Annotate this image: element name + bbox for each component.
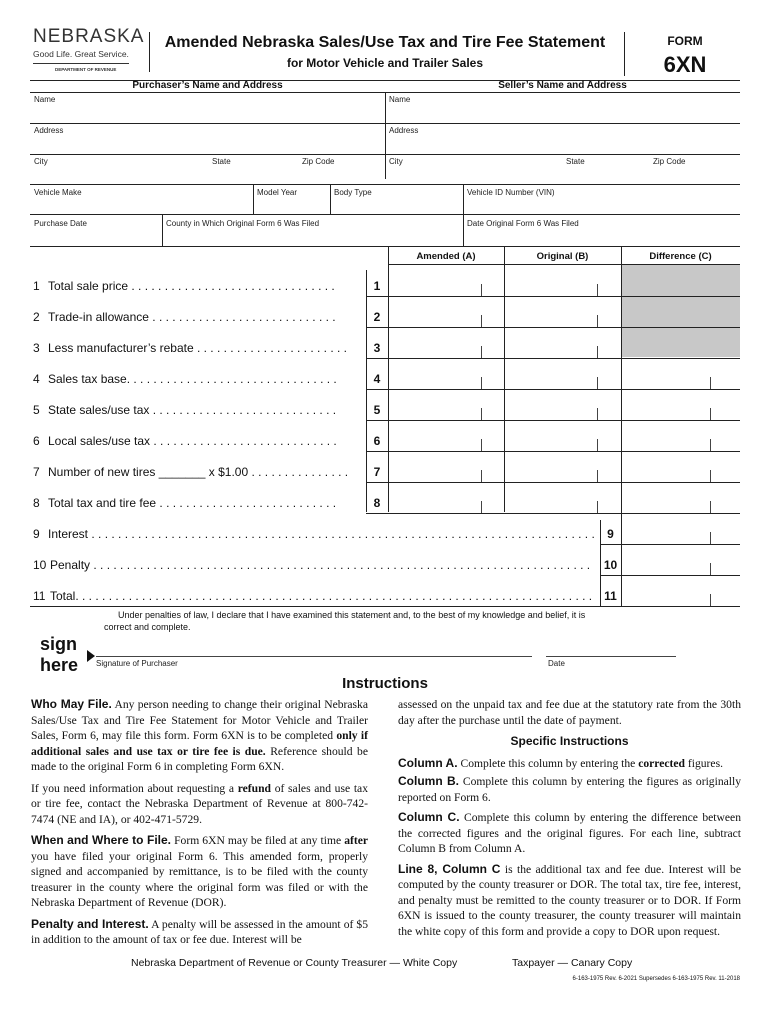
seller-city-field[interactable] [389,167,559,181]
column-a-header: Amended (A) [416,251,476,262]
difference-shaded-cells [622,265,740,357]
column-c-instruction [398,810,741,857]
instructions-left-column [31,697,368,948]
line-number: 11 [33,589,46,603]
purchaser-city-label: City [34,157,48,166]
declaration-line-2: correct and complete. [104,622,191,632]
seller-state-label: State [566,157,585,166]
cents-separator [710,470,711,482]
refund-text-2: of sales and use tax or tire fee, contact the Nebraska Department of Revenue at 800-742-7474 (NE and IA), or 402-471-5729. [31,781,368,826]
line-2-column-b-field[interactable] [506,311,618,325]
specific-instructions-heading: Specific Instructions [510,734,629,748]
refund-text-1: If you need information about requesting a [31,781,238,795]
line-8-box: 8 [373,496,381,510]
vin-label: Vehicle ID Number (VIN) [467,188,555,197]
who-text-1: Any person needing to change their original Nebraska Sales/Use Tax and Tire Fee Statement for Motor Vehicle and Trailer Sales, Form 6, may file this form. Form 6XN is to be completed [31,698,368,742]
line-number: 4 [33,372,40,386]
logo-department: DEPARTMENT OF REVENUE [55,67,117,72]
line-2-box: 2 [373,310,381,324]
sign-arrow-icon [87,650,95,662]
cents-separator [710,501,711,513]
seller-address-field[interactable] [389,137,734,151]
column-c-header: Difference (C) [649,251,712,262]
cents-separator [481,315,482,327]
line-8-label [33,496,361,510]
line-11-column-c-field[interactable] [623,590,739,604]
when-bold: after [344,834,368,847]
form-number: 6XN [663,52,707,77]
cents-separator [481,439,482,451]
signature-field[interactable] [96,641,530,655]
declaration-text [104,609,744,633]
line-5-label [33,403,361,417]
line-description: Less manufacturer’s rebate . . . . . . . . . . . . . . . . . . . . . . . [48,341,347,355]
line-8-column-b-field[interactable] [506,497,618,511]
who-text-2: Reference should be made to the original Form 6 in completing Form 6XN. [31,744,368,773]
line-7-box: 7 [373,465,381,479]
cents-separator [710,408,711,420]
penalty-text: A penalty will be assessed in the amount of $5 in addition to the amount of tax or fee due. Interest will be [31,917,369,946]
purchase-date-label: Purchase Date [34,219,87,228]
refund-bold: refund [237,781,272,795]
refund-paragraph [31,781,368,828]
purchaser-state-field[interactable] [212,167,297,181]
cents-separator [597,377,598,389]
line-4-column-a-field[interactable] [390,373,502,387]
purchaser-state-label: State [212,157,231,166]
cents-separator [597,346,598,358]
vin-field[interactable] [467,198,737,212]
who-may-file-paragraph [31,697,368,775]
line-number: 1 [33,279,40,293]
line-2-column-a-field[interactable] [390,311,502,325]
line-9-box: 9 [607,527,614,541]
seller-city-label: City [389,157,403,166]
line-7-column-a-field[interactable] [390,466,502,480]
cents-separator [710,563,711,575]
line-10-box: 10 [603,558,618,572]
purchaser-heading: Purchaser’s Name and Address [132,80,283,91]
when-where-paragraph [31,833,368,911]
line-number: 5 [33,403,40,417]
cents-separator [597,315,598,327]
who-text-bold: only if additional sales and use tax or tire fee is due. [31,729,368,758]
seller-state-field[interactable] [566,167,646,181]
purchaser-name-field[interactable] [34,106,379,120]
line-description: Interest . . . . . . . . . . . . . . . . . . . . . . . . . . . . . . . . . . . . . . . . . . . . . . . . . . . . . . . . . . . . . . . . . . . . . . . . . . . . [48,527,595,541]
seller-name-label: Name [389,95,411,104]
column-b-instruction [398,774,741,805]
line-8-instruction-heading: Line 8, Column C [398,861,501,876]
line-6-box: 6 [373,434,381,448]
line-4-column-c-field[interactable] [623,373,739,387]
seller-name-field[interactable] [389,106,734,120]
line-4-box: 4 [373,372,381,386]
here-word: here [40,655,79,675]
form-subtitle: for Motor Vehicle and Trailer Sales [286,56,484,70]
column-a-bold: corrected [638,756,685,770]
purchaser-zip-label: Zip Code [302,157,335,166]
column-a-text-2: figures. [684,756,723,770]
line-3-column-a-field[interactable] [390,342,502,356]
purchaser-address-field[interactable] [34,137,379,151]
cents-separator [597,439,598,451]
line-6-column-a-field[interactable] [390,435,502,449]
line-1-box: 1 [373,279,381,293]
purchaser-address-label: Address [34,126,64,135]
county-label: County in Which Original Form 6 Was Filed [166,219,320,228]
line-8-instruction [398,862,741,940]
purchaser-city-field[interactable] [34,167,204,181]
purchaser-name-label: Name [34,95,56,104]
department-logo [33,27,148,75]
line-3-column-b-field[interactable] [506,342,618,356]
line-number: 10 [33,558,47,572]
line-number: 8 [33,496,40,510]
date-field[interactable] [546,641,674,655]
line-description: Total tax and tire fee . . . . . . . . . . . . . . . . . . . . . . . . . . . [48,496,337,510]
when-text-2: you have filed your original Form 6. This amended form, properly signed and accompanied by remittance, is to be filed with the county treasurer in the county where the original form was filed or with the Nebraska Department of Revenue (DOR). [31,849,368,909]
logo-tagline: Good Life. Great Service. [33,49,129,59]
line-8-column-c-field[interactable] [623,497,739,511]
line-5-box: 5 [373,403,381,417]
column-a-instruction [398,756,741,772]
when-where-heading: When and Where to File. [31,833,172,847]
seller-address-label: Address [389,126,419,135]
seller-zip-field[interactable] [653,167,735,181]
line-10-label [33,558,595,572]
line-9-label [33,527,595,541]
signature-label: Signature of Purchaser [96,659,178,668]
line-description: Sales tax base. . . . . . . . . . . . . . . . . . . . . . . . . . . . . . . . [48,372,337,386]
cents-separator [710,594,711,606]
column-b-instruction-heading: Column B. [398,774,459,788]
cents-separator [710,532,711,544]
vehicle-make-label: Vehicle Make [34,188,82,197]
date-label: Date [548,659,565,668]
who-may-file-heading: Who May File. [31,697,112,711]
line-9-column-c-field[interactable] [623,528,739,542]
line-5-column-b-field[interactable] [506,404,618,418]
cents-separator [710,439,711,451]
line-1-column-b-field[interactable] [506,280,618,294]
line-6-label [33,434,361,448]
date-original-label: Date Original Form 6 Was Filed [467,219,579,228]
column-c-text: Complete this column by entering the difference between the corrected figures and the original figures. For each line, subtract Column B from Column A. [398,811,741,855]
model-year-field[interactable] [257,198,327,212]
county-field[interactable] [166,230,458,244]
cents-separator [710,377,711,389]
column-a-instruction-heading: Column A. [398,755,458,770]
line-number: 6 [33,434,40,448]
line-number: 3 [33,341,40,355]
line-7-column-b-field[interactable] [506,466,618,480]
line-number: 2 [33,310,40,324]
line-number: 9 [33,527,40,541]
line-description: Penalty . . . . . . . . . . . . . . . . . . . . . . . . . . . . . . . . . . . . . . . . . . . . . . . . . . . . . . . . . . . . . . . . . . . . . . . . . . . [50,558,591,572]
line-description: Trade-in allowance . . . . . . . . . . . . . . . . . . . . . . . . . . . . [48,310,336,324]
form-title: Amended Nebraska Sales/Use Tax and Tire Fee Statement [164,34,606,51]
body-type-label: Body Type [334,188,372,197]
when-text-1: Form 6XN may be filed at any time [171,834,345,847]
line-8-text: is the additional tax and fee due. Interest will be computed by the county treasurer or DOR. The total tax, tire fee, interest, and penalty must be remitted to the county treasurer or to DOR. If Form 6XN is issued to the county treasurer, the county treasurer will maintain the white copy of this form and provide a copy to DOR upon request. [398,862,741,938]
line-3-box: 3 [373,341,381,355]
purchase-date-field[interactable] [34,230,158,244]
line-1-label [33,279,361,293]
model-year-label: Model Year [257,188,298,197]
copy-distribution-right: Taxpayer — Canary Copy [512,957,633,969]
cents-separator [597,284,598,296]
line-6-column-c-field[interactable] [623,435,739,449]
logo-wordmark: NEBRASKA [33,26,145,47]
cents-separator [481,284,482,296]
line-6-column-b-field[interactable] [506,435,618,449]
column-b-header: Original (B) [536,251,589,262]
cents-separator [481,346,482,358]
cents-separator [597,408,598,420]
column-a-text-1: Complete this column by entering the [457,756,639,770]
line-5-column-c-field[interactable] [623,404,739,418]
seller-zip-label: Zip Code [653,157,686,166]
column-b-text: Complete this column by entering the figures as originally reported on Form 6. [398,775,741,804]
sign-word: sign [40,634,78,654]
line-8-column-a-field[interactable] [390,497,502,511]
line-4-label [33,372,361,386]
revision-note: 6-163-1975 Rev. 6-2021 Supersedes 6-163-1975 Rev. 11-2018 [572,976,740,982]
seller-heading: Seller’s Name and Address [498,80,627,91]
vehicle-make-field[interactable] [34,198,248,212]
line-5-column-a-field[interactable] [390,404,502,418]
copy-distribution-left: Nebraska Department of Revenue or County Treasurer — White Copy [131,957,458,969]
penalty-paragraph [31,917,368,948]
purchaser-zip-field[interactable] [302,167,380,181]
line-description: Local sales/use tax . . . . . . . . . . . . . . . . . . . . . . . . . . . . [48,434,337,448]
sign-here-label [40,634,78,676]
form-label: FORM [667,34,703,48]
line-11-label [33,589,595,603]
date-original-field[interactable] [467,230,737,244]
line-description: State sales/use tax . . . . . . . . . . . . . . . . . . . . . . . . . . . . [48,403,337,417]
line-10-column-c-field[interactable] [623,559,739,573]
cents-separator [481,470,482,482]
line-7-column-c-field[interactable] [623,466,739,480]
line-2-label [33,310,361,324]
cents-separator [481,408,482,420]
line-description: Number of new tires _______ x $1.00 . . . . . . . . . . . . . . . [48,465,349,479]
cents-separator [481,377,482,389]
penalty-heading: Penalty and Interest. [31,916,149,931]
declaration-line-1: Under penalties of law, I declare that I have examined this statement and, to the best of my knowledge and belief, it is [118,610,586,620]
line-description: Total sale price . . . . . . . . . . . . . . . . . . . . . . . . . . . . . . . [48,279,335,293]
line-number: 7 [33,465,40,479]
cents-separator [597,470,598,482]
line-description: Total. . . . . . . . . . . . . . . . . . . . . . . . . . . . . . . . . . . . . . . . . . . . . . . . . . . . . . . . . . . . . . . . . . . . . . . . . . . . . . [50,589,593,603]
interest-continuation: assessed on the unpaid tax and fee due at the statutory rate from the 30th day after the purchase until the date of payment. [398,698,741,727]
column-c-instruction-heading: Column C. [398,810,460,824]
line-3-label [33,341,361,355]
cents-separator [597,501,598,513]
line-4-column-b-field[interactable] [506,373,618,387]
instructions-heading: Instructions [342,675,428,692]
body-type-field[interactable] [334,198,459,212]
line-7-label [33,465,361,479]
instructions-right-column [398,697,741,939]
cents-separator [481,501,482,513]
line-1-column-a-field[interactable] [390,280,502,294]
line-11-box: 11 [604,589,617,603]
